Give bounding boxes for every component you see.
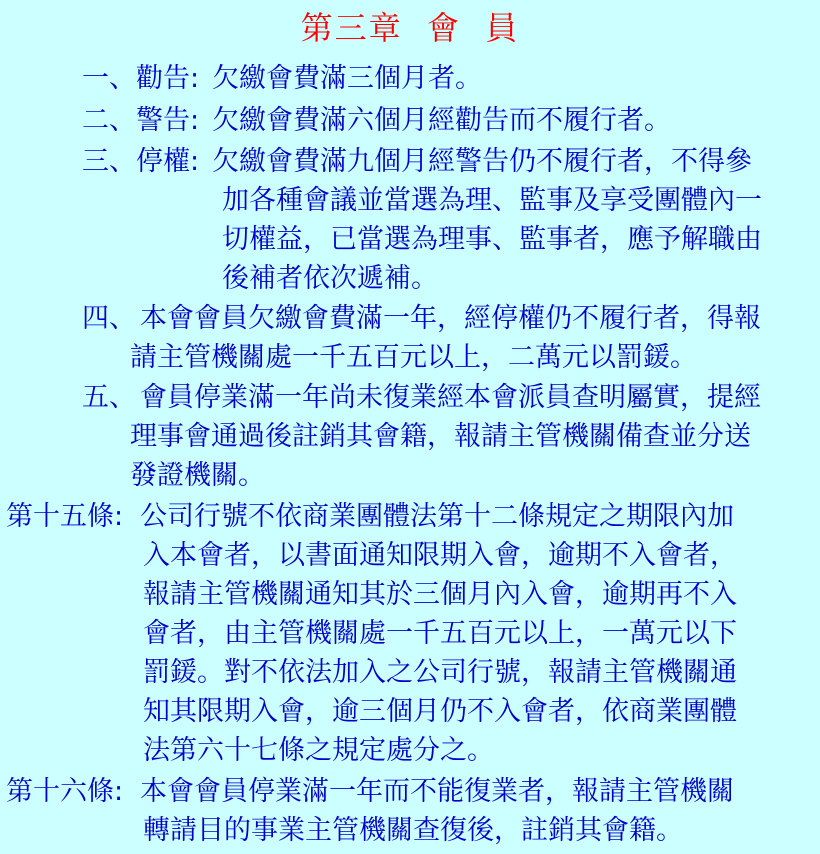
item-2-line-1: 欠繳會費滿六個月經勸告而不履行者。	[212, 105, 671, 136]
item-5-line-2: 理事會通過後註銷其會籍，報請主管機關備查並分送	[130, 421, 751, 452]
item-3-line-2: 加各種會議並當選為理、監事及享受團體內一	[222, 185, 762, 216]
article-15-line-4: 會者，由主管機關處一千五百元以上，一萬元以下	[143, 618, 737, 649]
item-4-label: 四、	[82, 303, 136, 334]
article-16-line-1: 本會會員停業滿一年而不能復業者，報請主管機關	[140, 776, 734, 807]
item-4-line-1: 本會會員欠繳會費滿一年，經停權仍不履行者，得報	[140, 303, 761, 334]
item-2-label: 二、警告:	[82, 105, 200, 136]
article-16-label: 第十六條:	[6, 776, 124, 807]
item-4-line-2: 請主管機關處一千五百元以上，二萬元以罰鍰。	[130, 342, 697, 373]
article-16-line-2: 轉請目的事業主管機關查復後，註銷其會籍。	[143, 815, 683, 846]
item-5-line-1: 會員停業滿一年尚未復業經本會派員查明屬實，提經	[140, 382, 761, 413]
item-5-line-3: 發證機關。	[130, 460, 265, 491]
item-1-line-1: 欠繳會費滿三個月者。	[212, 63, 482, 94]
article-15-line-1: 公司行號不依商業團體法第十二條規定之期限內加	[140, 501, 734, 532]
article-15-line-7: 法第六十七條之規定處分之。	[143, 735, 494, 766]
item-5-label: 五、	[82, 382, 136, 413]
item-1-label: 一、勸告:	[82, 63, 200, 94]
item-3-line-1: 欠繳會費滿九個月經警告仍不履行者，不得參	[212, 146, 752, 177]
page-title: 第三章 會 員	[300, 9, 520, 47]
article-15-line-3: 報請主管機關通知其於三個月內入會，逾期再不入	[143, 579, 737, 610]
article-15-label: 第十五條:	[6, 501, 124, 532]
item-3-line-3: 切權益，已當選為理事、監事者，應予解職由	[222, 224, 762, 255]
item-3-line-4: 後補者依次遞補。	[222, 263, 438, 294]
article-15-line-2: 入本會者，以書面通知限期入會，逾期不入會者，	[143, 540, 737, 571]
article-15-line-6: 知其限期入會，逾三個月仍不入會者，依商業團體	[143, 696, 737, 727]
article-15-line-5: 罰鍰。對不依法加入之公司行號，報請主管機關通	[143, 657, 737, 688]
item-3-label: 三、停權:	[82, 146, 200, 177]
